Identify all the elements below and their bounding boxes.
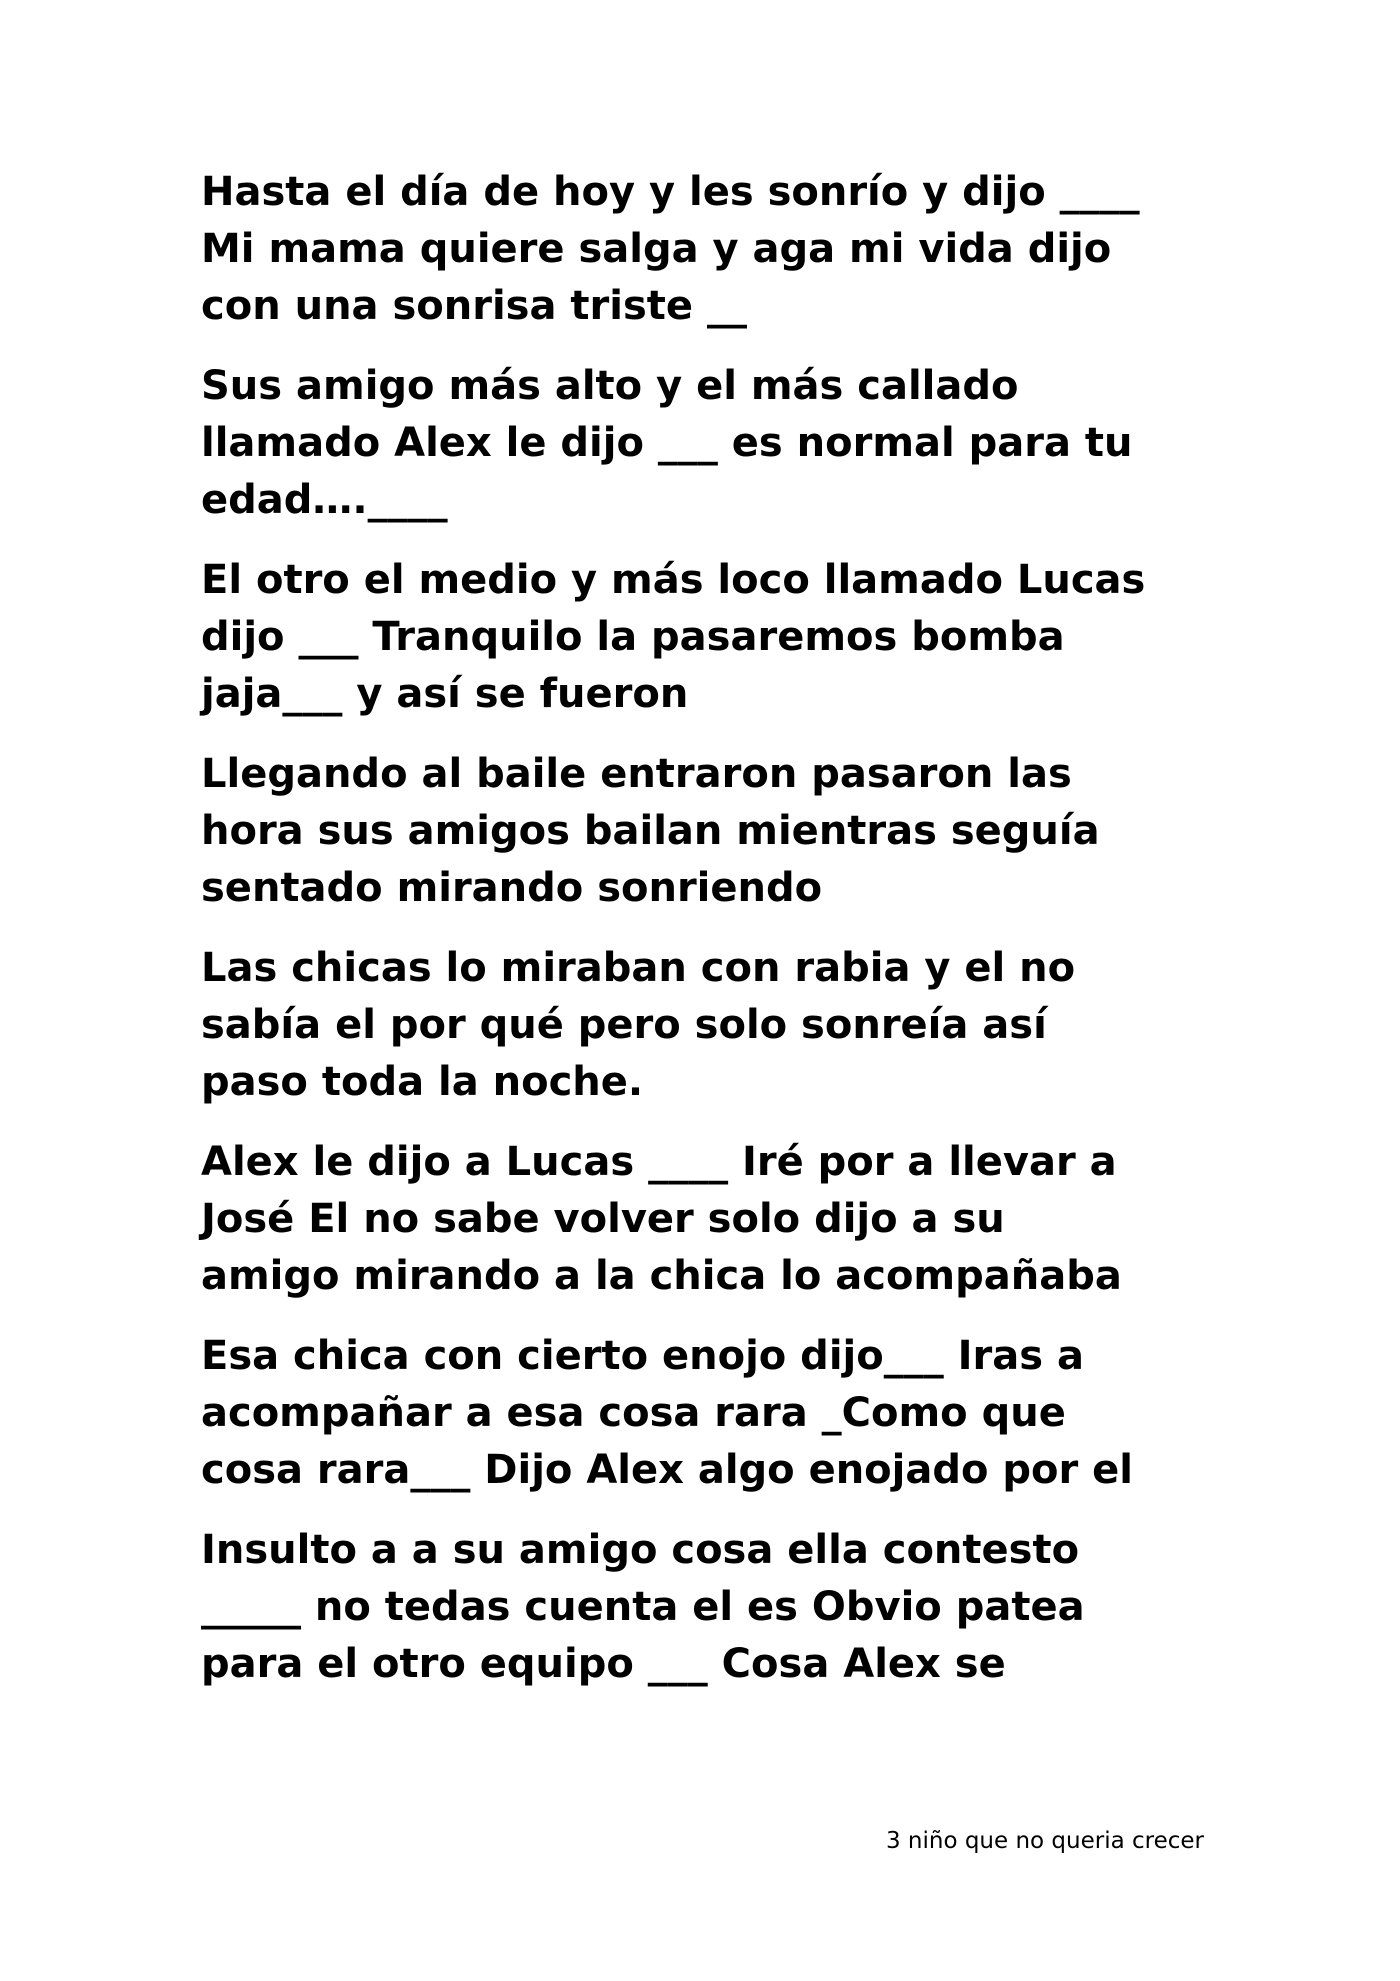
body-text xyxy=(201,164,1211,1716)
paragraph: Insulto a a su amigo cosa ella contesto _____ no tedas cuenta el es Obvio patea para el otro equipo ___ Cosa Alex se xyxy=(201,1527,1085,1687)
paragraph: Alex le dijo a Lucas ____ Iré por a llevar a José El no sabe volver solo dijo a su amigo mirando a la chica lo acompañaba xyxy=(201,1139,1122,1299)
paragraph: El otro el medio y más loco llamado Lucas dijo ___ Tranquilo la pasaremos bomba jaja___ y así se fueron xyxy=(201,557,1146,717)
paragraph: Esa chica con cierto enojo dijo___ Iras a acompañar a esa cosa rara _Como que cosa rara___ Dijo Alex algo enojado por el xyxy=(201,1333,1134,1493)
page-footer: 3 niño que no queria crecer xyxy=(885,1828,1204,1854)
paragraph: Las chicas lo miraban con rabia y el no sabía el por qué pero solo sonreía así paso toda la noche. xyxy=(201,945,1076,1105)
paragraph: Hasta el día de hoy y les sonrío y dijo ____ Mi mama quiere salga y aga mi vida dijo con una sonrisa triste __ xyxy=(201,169,1140,329)
paragraph: Sus amigo más alto y el más callado llamado Alex le dijo ___ es normal para tu edad….____ xyxy=(201,363,1133,523)
paragraph: Llegando al baile entraron pasaron las hora sus amigos bailan mientras seguía sentado mirando sonriendo xyxy=(201,751,1100,911)
